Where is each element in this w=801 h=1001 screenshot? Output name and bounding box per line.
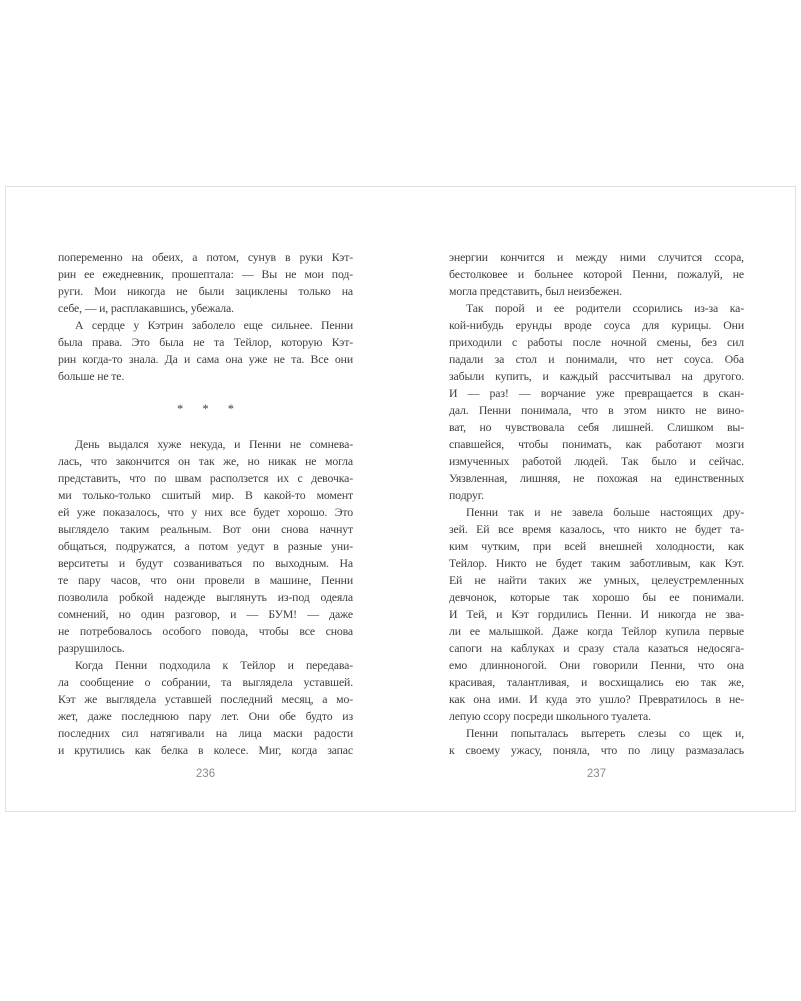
text-line: девчонок, которые так хорошо бы ее понимали. bbox=[449, 590, 744, 604]
paragraph bbox=[449, 504, 744, 725]
paragraph bbox=[58, 436, 353, 657]
book-spread bbox=[5, 186, 796, 812]
text-line: сапоги на каблуках и сразу стала казаться недосяга- bbox=[449, 641, 744, 655]
page-right bbox=[401, 187, 795, 811]
text-line: День выдался хуже некуда, и Пенни не сомнева- bbox=[75, 437, 353, 451]
paragraph bbox=[449, 300, 744, 504]
text-line: последних сил натягивали на лица маски радости bbox=[58, 726, 353, 740]
page-left bbox=[6, 187, 401, 811]
text-line: ват, но чувствовала себя лишней. Слишком вы- bbox=[449, 420, 744, 434]
text-line: могла представить, был неизбежен. bbox=[449, 284, 622, 298]
text-line: сомнений, но один разговор, и — БУМ! — даже bbox=[58, 607, 353, 621]
text-line: ла сообщение о собрании, та выглядела уставшей. bbox=[58, 675, 353, 689]
text-line: зей. Ей все время казалось, что никто не будет та- bbox=[449, 522, 744, 536]
text-line: Кэт же выглядела уставшей последний месяц, а мо- bbox=[58, 692, 353, 706]
text-line: попеременно на обеих, а потом, сунув в руки Кэт- bbox=[58, 250, 353, 264]
text-line: Тейлор. Никто не будет таким заботливым, как Кэт. bbox=[449, 556, 744, 570]
text-line: не потребовалось особого повода, чтобы все снова bbox=[58, 624, 353, 638]
text-line: разрушилось. bbox=[58, 641, 125, 655]
text-line: себе, — и, расплакавшись, убежала. bbox=[58, 301, 234, 315]
text-line: Когда Пенни подходила к Тейлор и передава- bbox=[75, 658, 353, 672]
text-line: И — раз! — ворчание уже превращается в скан- bbox=[449, 386, 744, 400]
page-right-number: 237 bbox=[586, 768, 607, 780]
text-line: была права. Это была не та Тейлор, которую Кэт- bbox=[58, 335, 353, 349]
text-line: ми только-только сшитый мир. В какой-то момент bbox=[58, 488, 353, 502]
text-line: лась, что закончится он так же, но никак не могла bbox=[58, 454, 353, 468]
text-line: измученных работой людей. Так было и сейчас. bbox=[449, 454, 744, 468]
text-line: Пенни так и не завела больше настоящих дру- bbox=[466, 505, 744, 519]
text-line: Так порой и ее родители ссорились из-за ка- bbox=[466, 301, 744, 315]
text-line: подруг. bbox=[449, 488, 484, 502]
text-line: больше не те. bbox=[58, 369, 125, 383]
text-line: Ей не найти таких же умных, целеустремленных bbox=[449, 573, 744, 587]
text-line: общаться, подружатся, а потом уедут в разные уни- bbox=[58, 539, 353, 553]
text-line: позволила робкой надежде выглянуть из-под одеяла bbox=[58, 590, 353, 604]
text-line: Уязвленная, лишняя, не похожая на единственных bbox=[449, 471, 744, 485]
text-line: представить, что по швам расползется их с девочка- bbox=[58, 471, 353, 485]
text-line: выглядело таким реальным. Вот они снова начнут bbox=[58, 522, 353, 536]
text-line: забыли купить, и каждый рассчитывал на другого. bbox=[449, 369, 744, 383]
text-line: лепую ссору посреди школьного туалета. bbox=[449, 709, 651, 723]
section-separator: * * * bbox=[177, 402, 242, 416]
text-line: жет, даже последнюю пару лет. Они обе будто из bbox=[58, 709, 353, 723]
text-line: рин когда-то знала. Да и сама она уже не та. Все они bbox=[58, 352, 353, 366]
text-line: приходили с работы после ночной смены, без сил bbox=[449, 335, 744, 349]
text-line: бестолковее и больнее которой Пенни, пожалуй, не bbox=[449, 267, 744, 281]
text-line: и крутились как белка в колесе. Миг, когда запас bbox=[58, 743, 353, 757]
text-line: верситеты и будут созваниваться по выходным. На bbox=[58, 556, 353, 570]
text-line: те пару часов, что они провели в машине, Пенни bbox=[58, 573, 353, 587]
text-line: красивая, талантливая, и восхищались ею так же, bbox=[449, 675, 744, 689]
text-line: ли ее малышкой. Даже когда Тейлор купила первые bbox=[449, 624, 744, 638]
paragraph bbox=[58, 657, 353, 759]
text-line: к своему ужасу, поняла, что по лицу размазалась bbox=[449, 743, 744, 757]
text-line: емо длинноногой. Они говорили Пенни, что она bbox=[449, 658, 744, 672]
text-line: энергии кончится и между ними случится ссора, bbox=[449, 250, 744, 264]
text-line: Пенни попыталась вытереть слезы со щек и, bbox=[466, 726, 744, 740]
text-line: спавшейся, чтобы понимать, как работают мозги bbox=[449, 437, 744, 451]
text-line: дал. Пенни понимала, что в этом никто не вино- bbox=[449, 403, 744, 417]
page-right-text bbox=[449, 249, 744, 759]
text-line: как она ими. И куда это ушло? Превратилось в не- bbox=[449, 692, 744, 706]
text-line: рин ее ежедневник, прошептала: — Вы не мои под- bbox=[58, 267, 353, 281]
page-left-number: 236 bbox=[195, 768, 216, 780]
text-line: кой-нибудь ерунды вроде соуса для курицы. Они bbox=[449, 318, 744, 332]
paragraph bbox=[58, 317, 353, 385]
page-left-text bbox=[58, 249, 353, 759]
text-line: А сердце у Кэтрин заболело еще сильнее. Пенни bbox=[75, 318, 353, 332]
text-line: И Тей, и Кэт гордились Пенни. И никогда не зва- bbox=[449, 607, 744, 621]
paragraph bbox=[449, 725, 744, 759]
text-line: падали за стол и понимали, что нет соуса. Оба bbox=[449, 352, 744, 366]
paragraph bbox=[449, 249, 744, 300]
text-line: ким чутким, при всей внешней холодности, как bbox=[449, 539, 744, 553]
text-line: руги. Мои никогда не были зациклены только на bbox=[58, 284, 353, 298]
paragraph bbox=[58, 249, 353, 317]
text-line: ей уже показалось, что у них все будет хорошо. Это bbox=[58, 505, 353, 519]
